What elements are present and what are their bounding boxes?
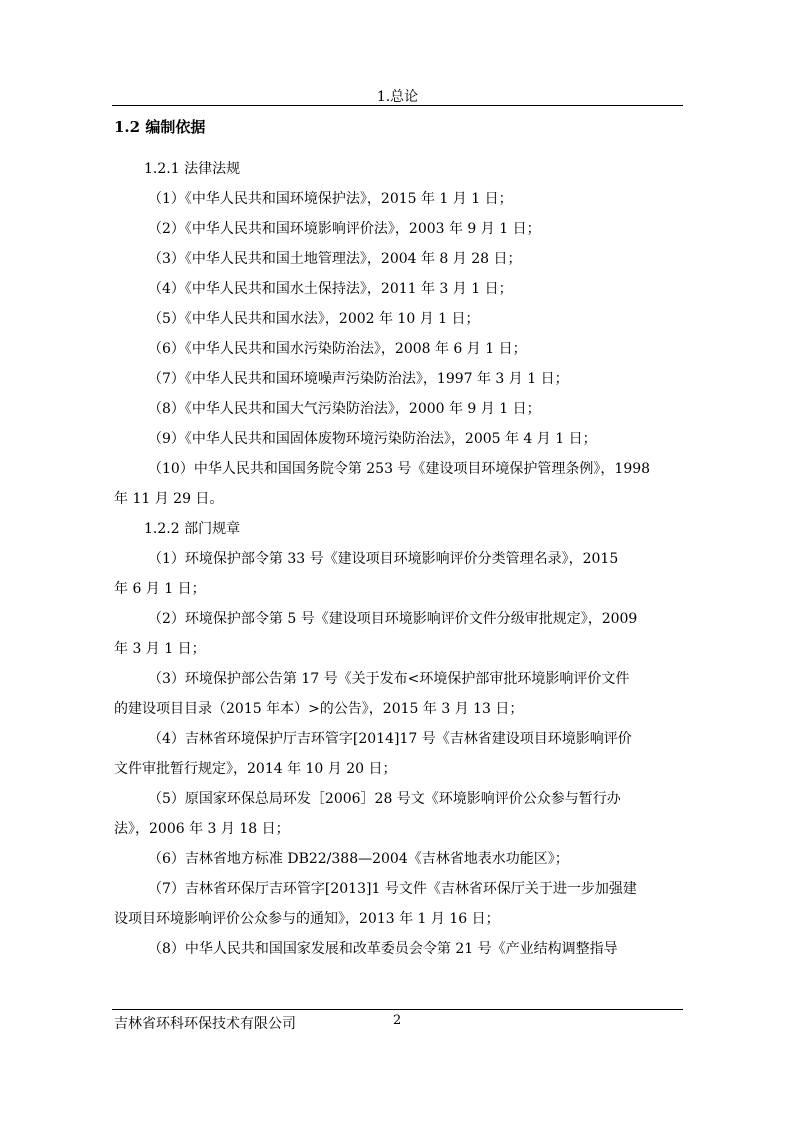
paragraph-line: （9）《中华人民共和国固体废物环境污染防治法》，2005 年 4 月 1 日；	[148, 431, 597, 447]
paragraph-line: （2）《中华人民共和国环境影响评价法》，2003 年 9 月 1 日；	[148, 221, 541, 237]
paragraph-line: 1.2.1 法律法规	[144, 161, 241, 177]
paragraph-line: 年 11 月 29 日。	[114, 491, 224, 507]
paragraph-line: （3）《中华人民共和国土地管理法》，2004 年 8 月 28 日；	[148, 251, 522, 267]
paragraph-line: （5）《中华人民共和国水法》，2002 年 10 月 1 日；	[148, 311, 480, 327]
section-heading: 1.2 编制依据	[114, 118, 206, 136]
paragraph-line: 设项目环境影响评价公众参与的通知》，2013 年 1 月 16 日；	[114, 911, 500, 927]
paragraph-line: 的建设项目目录（2015 年本）>的公告》，2015 年 3 月 13 日；	[114, 701, 524, 717]
paragraph-line: 文件审批暂行规定》，2014 年 10 月 20 日；	[114, 761, 397, 777]
paragraph-line: 1.2.2 部门规章	[144, 521, 241, 537]
paragraph-line: （7）吉林省环保厅吉环管字[2013]1 号文件《吉林省环保厅关于进一步加强建	[148, 881, 637, 897]
paragraph-line: （8）中华人民共和国国家发展和改革委员会令第 21 号《产业结构调整指导	[148, 941, 618, 957]
paragraph-line: 年 3 月 1 日；	[114, 641, 206, 657]
paragraph-line: （4）《中华人民共和国水土保持法》，2011 年 3 月 1 日；	[148, 281, 513, 297]
paragraph-line: （6）《中华人民共和国水污染防治法》，2008 年 6 月 1 日；	[148, 341, 527, 357]
paragraph-line: （8）《中华人民共和国大气污染防治法》，2000 年 9 月 1 日；	[148, 401, 541, 417]
paragraph-line: （4）吉林省环境保护厅吉环管字[2014]17 号《吉林省建设项目环境影响评价	[148, 731, 632, 747]
paragraph-line: （10）中华人民共和国国务院令第 253 号《建设项目环境保护管理条例》，1998	[148, 461, 651, 477]
footer-divider	[112, 1009, 683, 1010]
footer-company: 吉林省环科环保技术有限公司	[114, 1016, 296, 1032]
paragraph-line: （1）环境保护部令第 33 号《建设项目环境影响评价分类管理名录》，2015	[148, 551, 619, 567]
body-text	[114, 154, 684, 964]
paragraph-line: 法》，2006 年 3 月 18 日；	[114, 821, 290, 837]
paragraph-line: （2）环境保护部令第 5 号《建设项目环境影响评价文件分级审批规定》，2009	[148, 611, 638, 627]
paragraph-line: （5）原国家环保总局环发［2006］28 号文《环境影响评价公众参与暂行办	[148, 791, 621, 807]
header-divider	[112, 105, 683, 106]
page-number: 2	[393, 1013, 402, 1028]
paragraph-line: （3）环境保护部公告第 17 号《关于发布<环境保护部审批环境影响评价文件	[148, 671, 630, 687]
paragraph-line: （1）《中华人民共和国环境保护法》，2015 年 1 月 1 日；	[148, 191, 513, 207]
paragraph-line: （6）吉林省地方标准 DB22/388—2004《吉林省地表水功能区》；	[148, 851, 569, 867]
paragraph-line: （7）《中华人民共和国环境噪声污染防治法》，1997 年 3 月 1 日；	[148, 371, 569, 387]
running-header: 1.总论	[376, 89, 419, 105]
paragraph-line: 年 6 月 1 日；	[114, 581, 206, 597]
